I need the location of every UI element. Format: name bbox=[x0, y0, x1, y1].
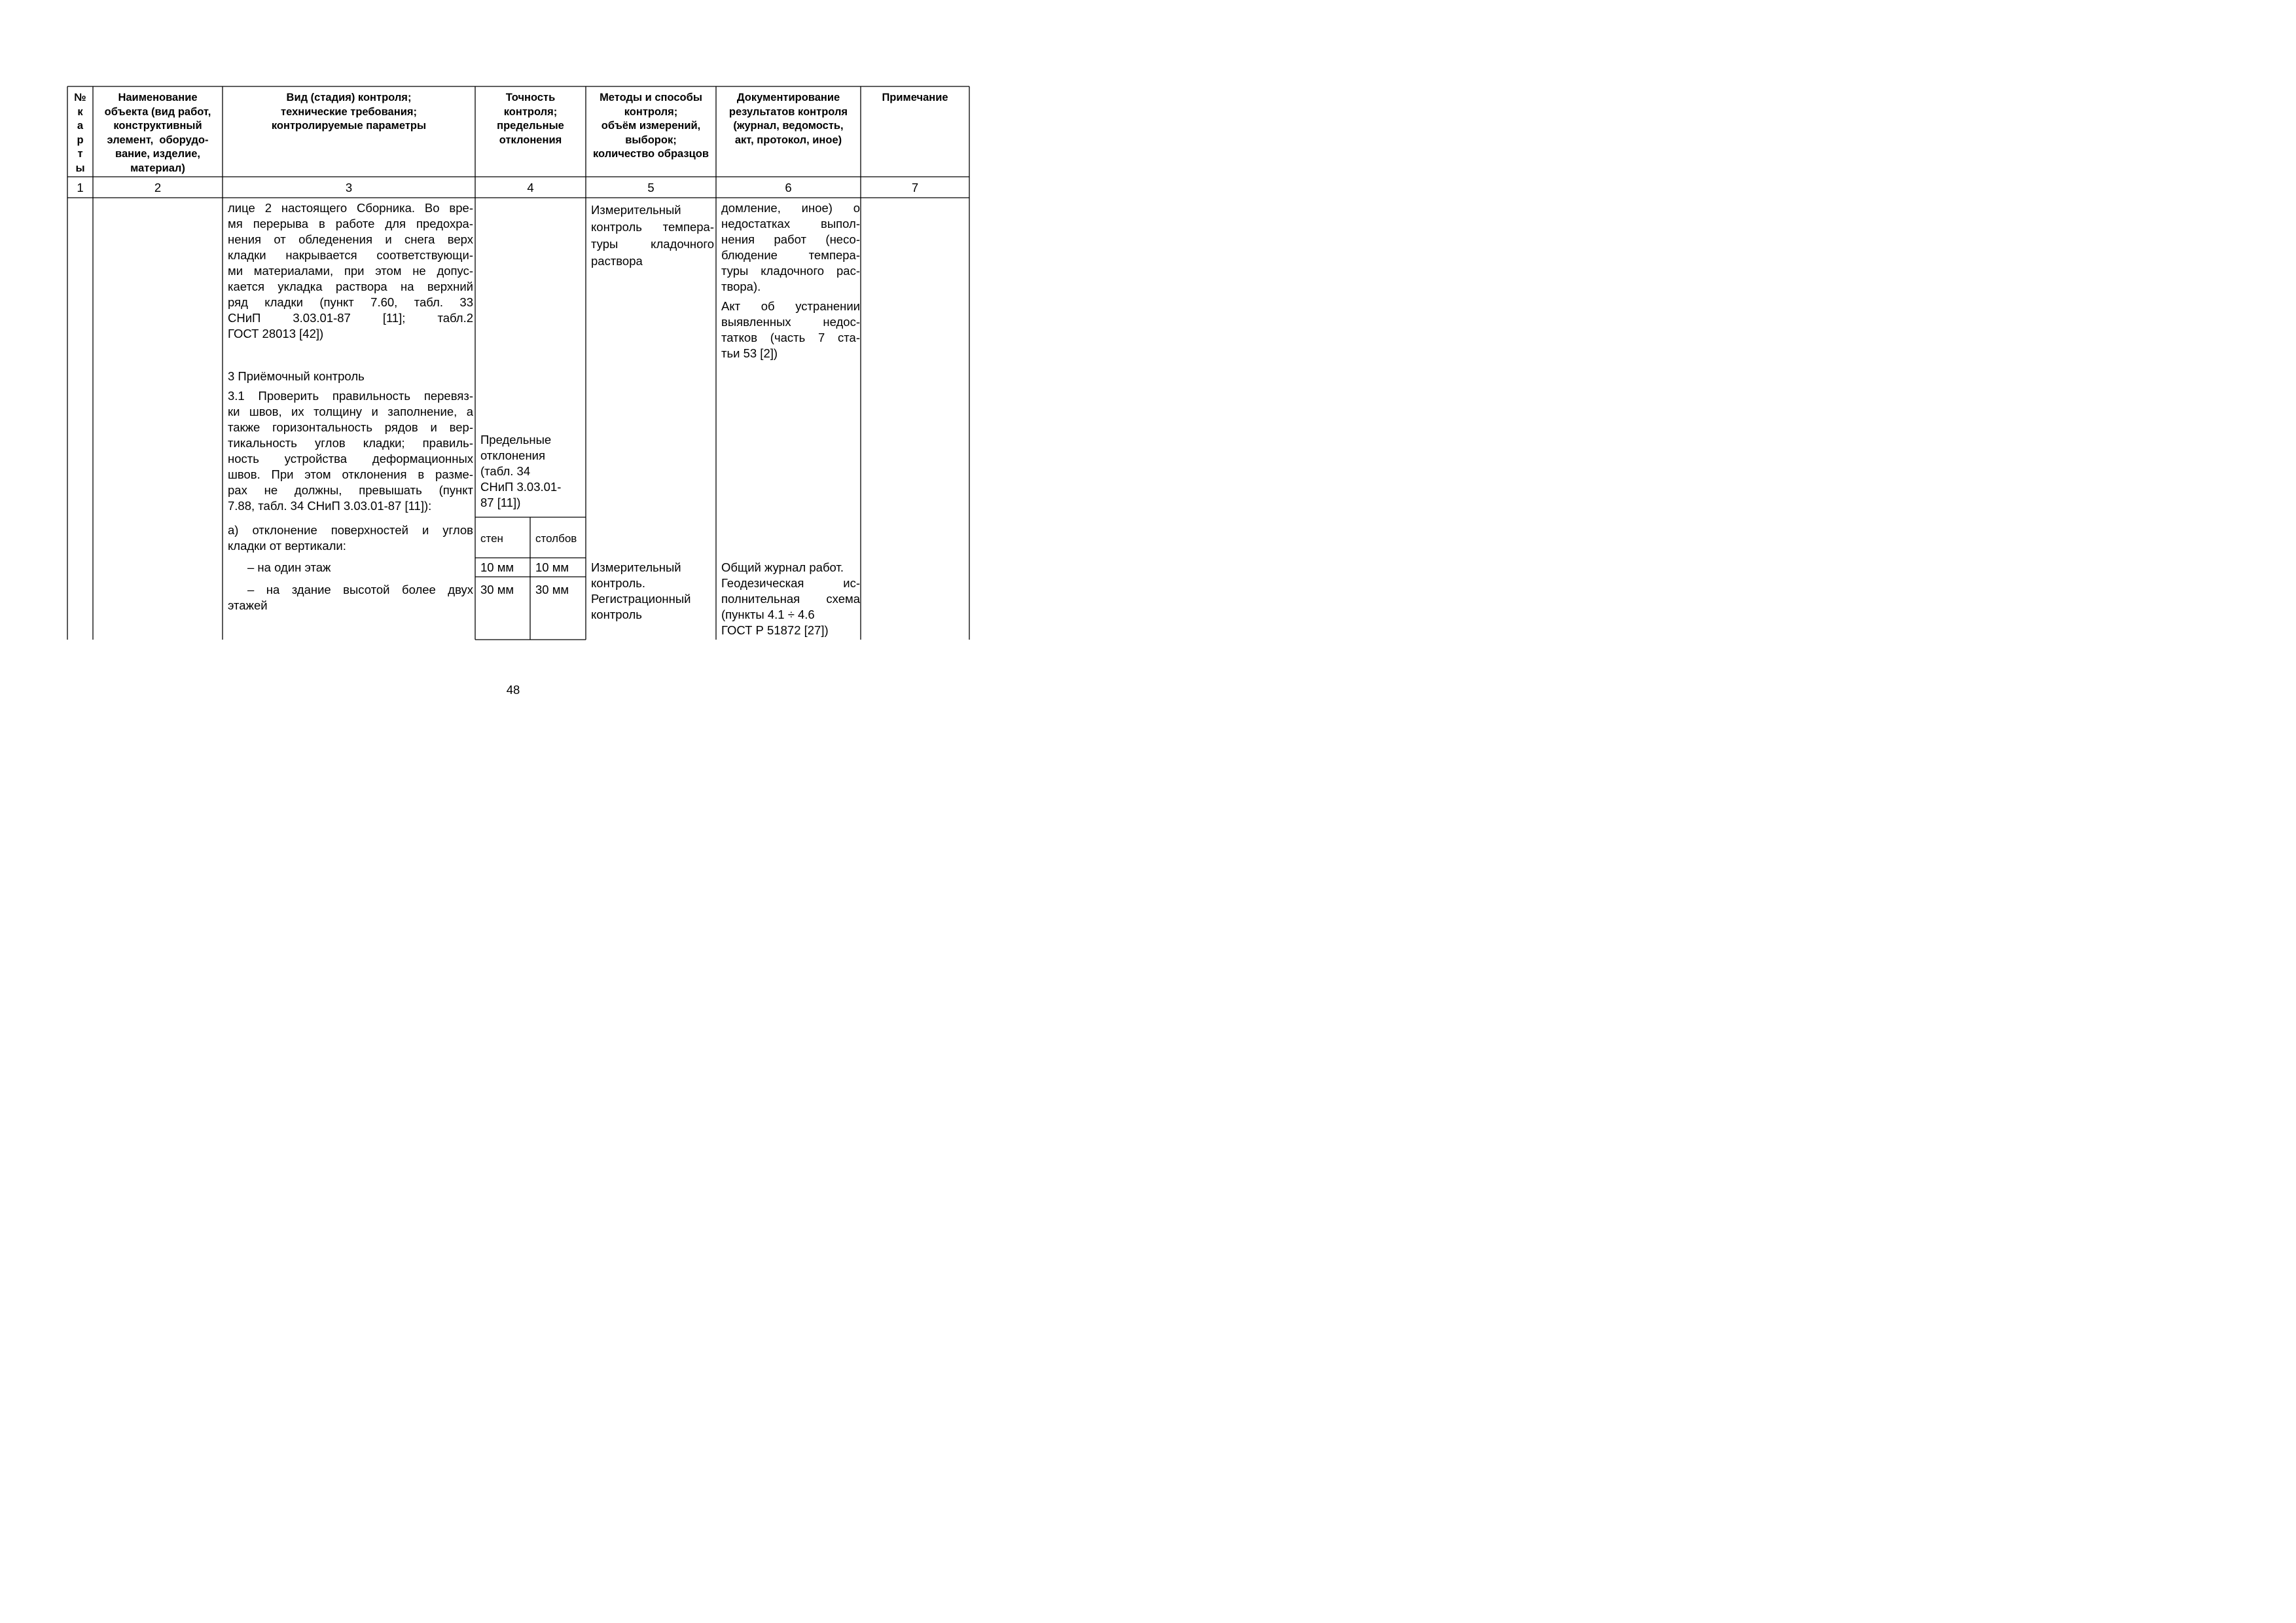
col5-methods-1: Измерительный контроль темпера- туры кладочного раствора bbox=[591, 203, 714, 268]
col3-item-a: а) отклонение поверхностей и углов кладки от вертикали: bbox=[228, 523, 473, 553]
col3-item-building: – на здание высотой более двух этажей bbox=[228, 583, 473, 612]
header-col-number: № к а р т ы bbox=[74, 92, 86, 174]
col4-limit-deviations: Предельные отклонения (табл. 34 СНиП 3.03.01- 87 [11]) bbox=[480, 433, 562, 509]
value-building-columns: 30 мм bbox=[535, 583, 569, 596]
subheader-walls: стен bbox=[480, 532, 503, 545]
header-col-documentation: Документирование результатов контроля (журнал, ведомость, акт, протокол, иное) bbox=[728, 92, 848, 146]
col6-doc-2: Акт об устранении выявленных недос- татков (часть 7 ста- тьи 53 [2]) bbox=[721, 299, 860, 360]
col-number-6: 6 bbox=[785, 181, 792, 194]
header-col-control-type: Вид (стадия) контроля; технические требования; контролируемые параметры bbox=[271, 92, 427, 132]
col5-methods-2: Измерительный контроль. Регистрационный контроль bbox=[591, 560, 691, 621]
col6-doc-1: домление, иное) о недостатках выпол- нения работ (несо- блюдение темпера- туры кладочного рас- твора). bbox=[721, 201, 860, 293]
col-number-7: 7 bbox=[911, 181, 919, 194]
subheader-columns: столбов bbox=[535, 532, 577, 545]
col6-doc-3: Общий журнал работ. Геодезическая ис- полнительная схема (пункты 4.1 ÷ 4.6 ГОСТ Р 51872 [27]) bbox=[721, 560, 860, 637]
value-floor-columns: 10 мм bbox=[535, 560, 569, 574]
header-col-object: Наименование объекта (вид работ, конструктивный элемент, оборудо- вание, изделие, материал) bbox=[104, 92, 211, 174]
col3-paragraph-3-1: 3.1 Проверить правильность перевяз- ки швов, их толщину и заполнение, а также горизонтальность рядов и вер- тикальность углов кладки; правиль- ность устройства деформационных швов. При этом отклонения в разме- рах не должны, превышать (пункт 7.88, табл. 34 СНиП 3.03.01-87 [11]): bbox=[228, 389, 473, 513]
value-building-walls: 30 мм bbox=[480, 583, 514, 596]
header-col-accuracy: Точность контроля; предельные отклонения bbox=[497, 92, 564, 146]
col3-item-one-floor: – на один этаж bbox=[247, 560, 331, 574]
col-number-4: 4 bbox=[527, 181, 534, 194]
col-number-3: 3 bbox=[345, 181, 353, 194]
col-number-1: 1 bbox=[77, 181, 84, 194]
page-number: 48 bbox=[506, 683, 520, 697]
col3-paragraph-1: лице 2 настоящего Сборника. Во вре- мя перерыва в работе для предохра- нения от обледенения и снега верх кладки накрывается соответствующи- ми материалами, при этом не допус- кается укладка раствора на верхний ряд кладки (пункт 7.60, табл. 33 СНиП 3.03.01-87 [11]; табл.2 ГОСТ 28013 [42]) bbox=[228, 201, 473, 340]
col-number-2: 2 bbox=[154, 181, 162, 194]
header-col-methods: Методы и способы контроля; объём измерений, выборок; количество образцов bbox=[592, 92, 709, 160]
header-col-note: Примечание bbox=[882, 92, 948, 103]
col-number-5: 5 bbox=[647, 181, 655, 194]
value-floor-walls: 10 мм bbox=[480, 560, 514, 574]
section-acceptance-control: 3 Приёмочный контроль bbox=[228, 369, 365, 383]
